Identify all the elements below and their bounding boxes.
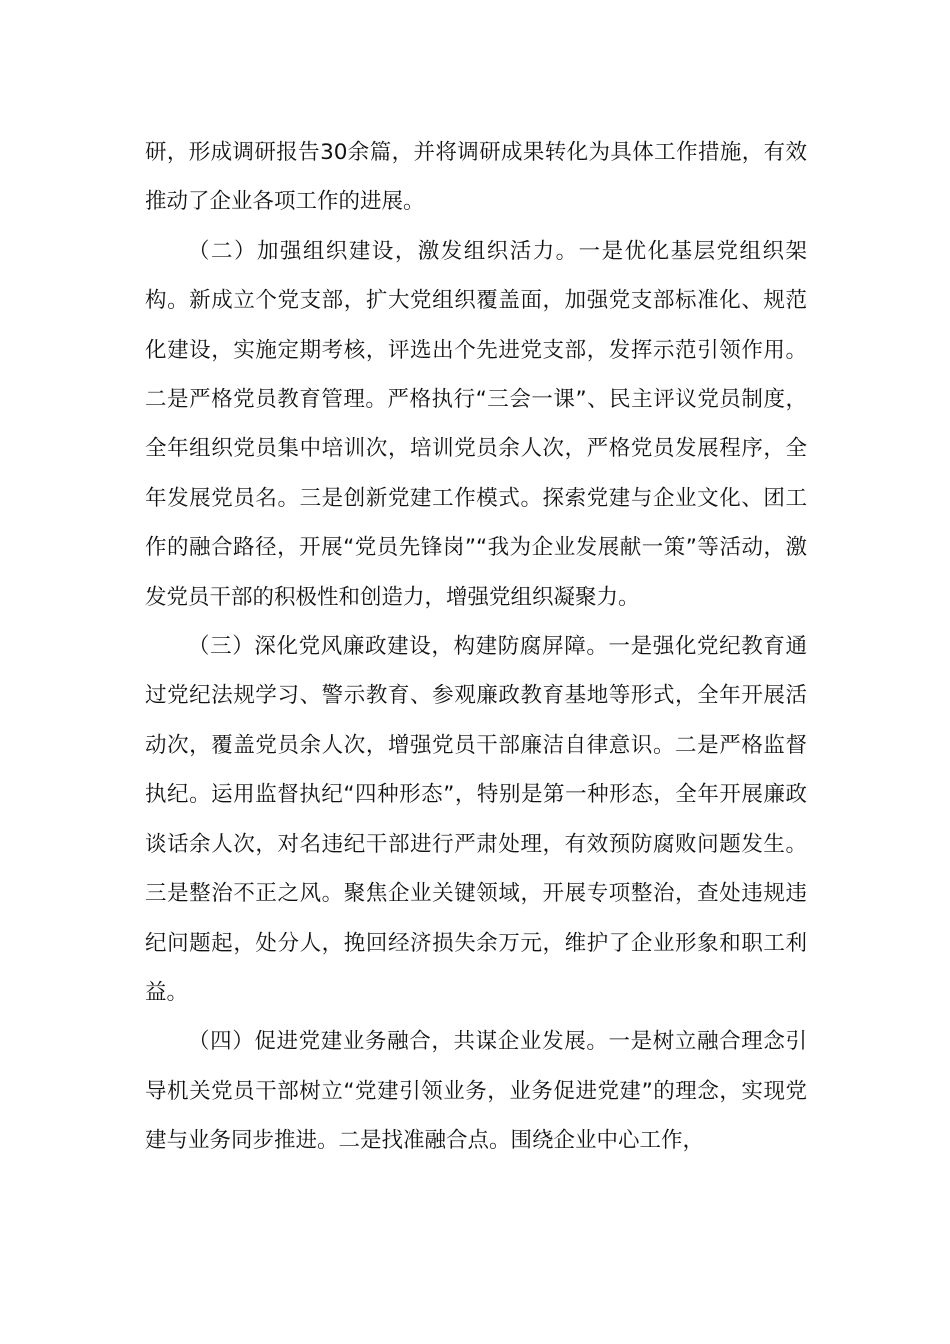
paragraph-research-continuation: 研，形成调研报告30余篇，并将调研成果转化为具体工作措施，有效推动了企业各项工作的进展。 bbox=[145, 140, 807, 215]
paragraph-organization-building: （二）加强组织建设，激发组织活力。一是优化基层党组织架构。新成立个党支部，扩大党组织覆盖面，加强党支部标准化、规范化建设，实施定期考核，评选出个先进党支部，发挥示范引领作用。二是严格党员教育管理。严格执行“三会一课”、民主评议党员制度，全年组织党员集中培训次，培训党员余人次，严格党员发展程序，全年发展党员名。三是创新党建工作模式。探索党建与企业文化、团工作的融合路径，开展“党员先锋岗”“我为企业发展献一策”等活动，激发党员干部的积极性和创造力，增强党组织凝聚力。 bbox=[145, 238, 807, 610]
paragraph-clean-governance: （三）深化党风廉政建设，构建防腐屏障。一是强化党纪教育通过党纪法规学习、警示教育、参观廉政教育基地等形式，全年开展活动次，覆盖党员余人次，增强党员干部廉洁自律意识。二是严格监督执纪。运用监督执纪“四种形态”，特别是第一种形态，全年开展廉政谈话余人次，对名违纪干部进行严肃处理，有效预防腐败问题发生。三是整治不正之风。聚焦企业关键领域，开展专项整治，查处违规违纪问题起，处分人，挽回经济损失余万元，维护了企业形象和职工利益。 bbox=[145, 634, 807, 1005]
paragraph-party-business-integration: （四）促进党建业务融合，共谋企业发展。一是树立融合理念引导机关党员干部树立“党建引领业务，业务促进党建”的理念，实现党建与业务同步推进。二是找准融合点。围绕企业中心工作， bbox=[145, 1029, 807, 1154]
document-body bbox=[145, 128, 807, 1166]
